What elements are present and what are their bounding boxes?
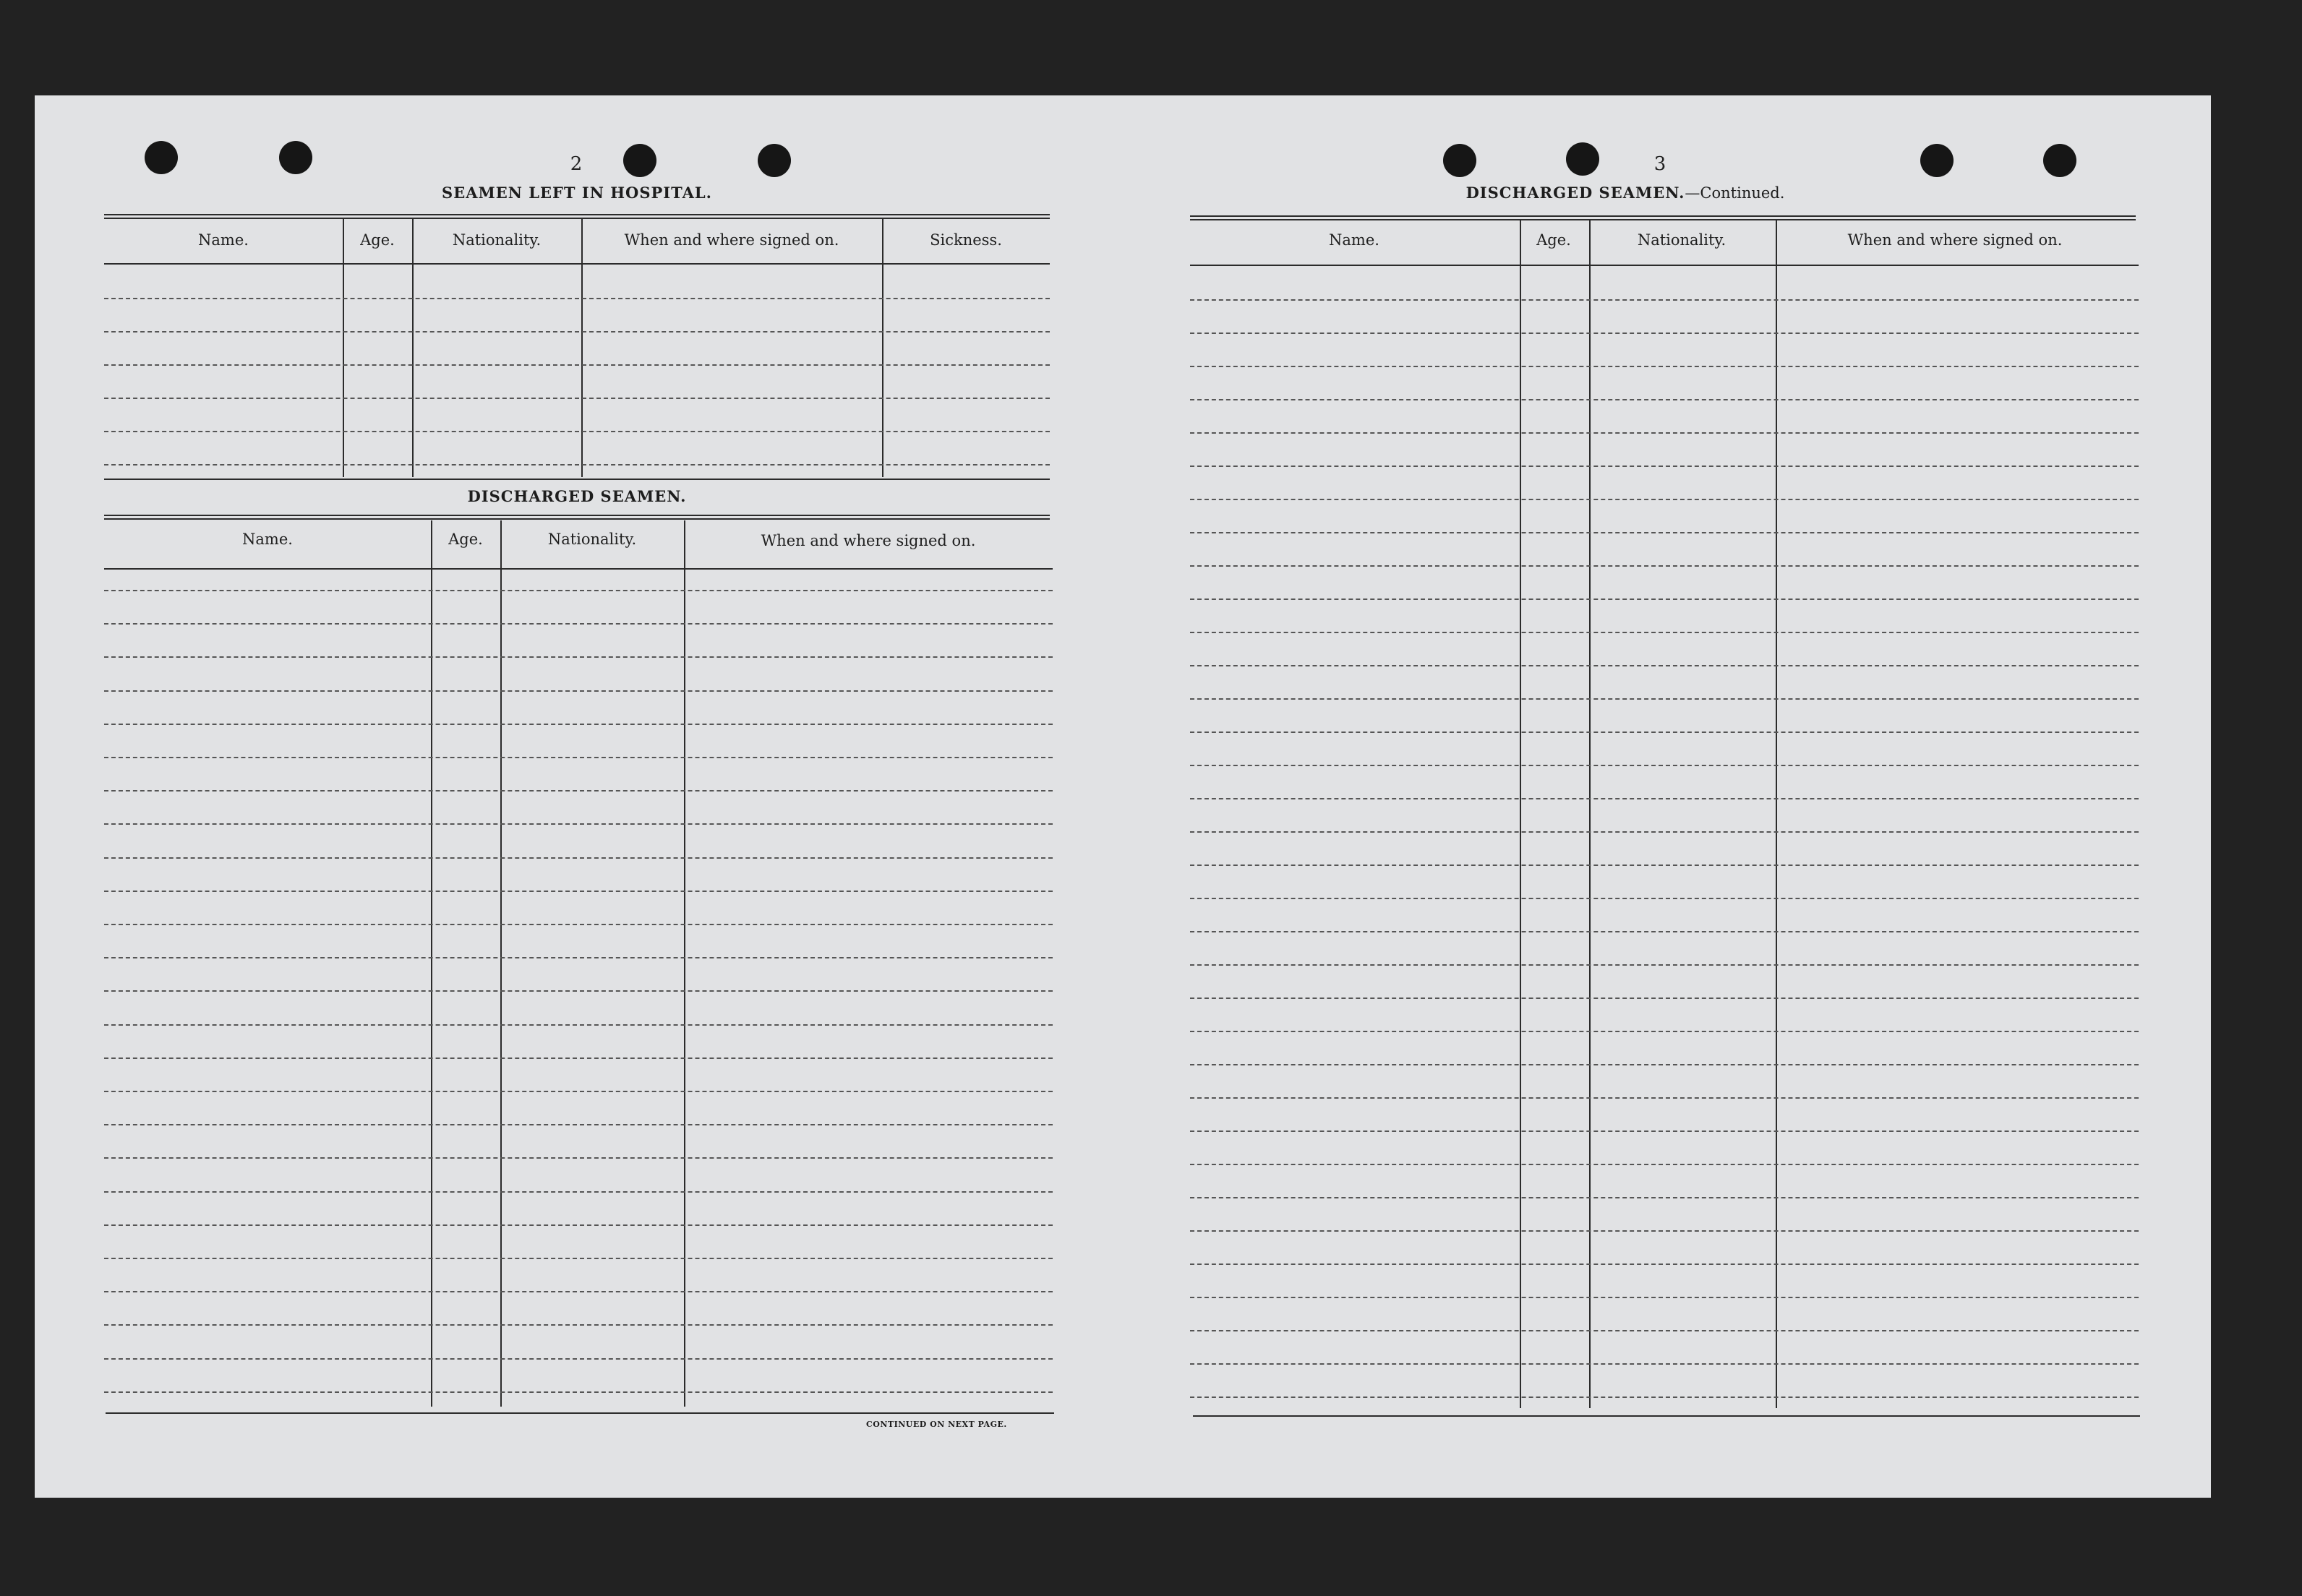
hospital-col-sickness: Sickness.: [930, 231, 1002, 249]
blank-entry-line: [104, 364, 1050, 366]
blank-entry-line: [1190, 1064, 2139, 1065]
continued-title-suffix: —Continued.: [1685, 184, 1785, 202]
discharged-col-age: Age.: [448, 531, 483, 548]
header-rule: [104, 263, 1050, 265]
hospital-top-rule: [104, 214, 1050, 219]
blank-entry-line: [104, 1391, 1053, 1393]
blank-entry-line: [1190, 1164, 2139, 1165]
blank-entry-line: [104, 1124, 1053, 1125]
blank-entry-line: [104, 924, 1053, 925]
discharged-section-title: DISCHARGED SEAMEN.: [467, 487, 687, 505]
blank-entry-line: [104, 757, 1053, 758]
blank-entry-line: [104, 790, 1053, 791]
blank-entry-line: [104, 724, 1053, 725]
column-divider: [581, 218, 583, 477]
hospital-section-title: SEAMEN LEFT IN HOSPITAL.: [442, 184, 712, 202]
blank-entry-line: [1190, 1197, 2139, 1198]
punch-hole: [145, 141, 178, 174]
blank-entry-line: [1190, 931, 2139, 932]
discharged-col-signed-on: When and where signed on.: [761, 532, 976, 549]
column-divider: [684, 520, 685, 1407]
column-divider: [431, 520, 432, 1407]
blank-entry-line: [1190, 831, 2139, 833]
blank-entry-line: [1190, 864, 2139, 866]
discharged-top-rule: [104, 515, 1050, 520]
blank-entry-line: [1190, 466, 2139, 467]
hospital-col-signed-on: When and where signed on.: [624, 231, 839, 249]
blank-entry-line: [104, 298, 1050, 299]
blank-entry-line: [104, 891, 1053, 892]
continued-section-title: [1445, 184, 1806, 202]
blank-entry-line: [1190, 1130, 2139, 1132]
hospital-col-nationality: Nationality.: [452, 231, 542, 249]
blank-entry-line: [1190, 332, 2139, 334]
discharged-bottom-rule: [106, 1412, 1054, 1414]
blank-entry-line: [104, 1157, 1053, 1159]
blank-entry-line: [1190, 1330, 2139, 1331]
hospital-bottom-rule: [104, 479, 1050, 480]
continued-note: CONTINUED ON NEXT PAGE.: [866, 1420, 1007, 1429]
blank-entry-line: [1190, 998, 2139, 999]
hospital-col-age: Age.: [360, 231, 395, 249]
blank-entry-line: [1190, 532, 2139, 533]
blank-entry-line: [104, 464, 1050, 466]
blank-entry-line: [1190, 598, 2139, 600]
punch-hole: [758, 144, 791, 177]
header-rule: [1190, 265, 2139, 266]
punch-hole: [279, 141, 312, 174]
blank-entry-line: [104, 690, 1053, 692]
blank-entry-line: [104, 857, 1053, 859]
punch-hole: [2043, 144, 2076, 177]
blank-entry-line: [104, 823, 1053, 825]
continued-bottom-rule: [1193, 1415, 2140, 1417]
blank-entry-line: [1190, 798, 2139, 799]
blank-entry-line: [104, 1258, 1053, 1259]
blank-entry-line: [1190, 898, 2139, 899]
blank-entry-line: [1190, 964, 2139, 966]
page-number-left: 2: [570, 153, 583, 175]
header-rule: [104, 568, 1053, 570]
blank-entry-line: [104, 1057, 1053, 1059]
blank-entry-line: [1190, 1097, 2139, 1099]
blank-entry-line: [1190, 1264, 2139, 1265]
blank-entry-line: [104, 1324, 1053, 1326]
continued-col-age: Age.: [1536, 231, 1571, 249]
column-divider: [500, 520, 502, 1407]
blank-entry-line: [1190, 732, 2139, 733]
punch-hole: [1443, 144, 1476, 177]
blank-entry-line: [1190, 1396, 2139, 1398]
blank-entry-line: [104, 656, 1053, 658]
blank-entry-line: [1190, 1297, 2139, 1298]
blank-entry-line: [104, 1091, 1053, 1092]
blank-entry-line: [1190, 499, 2139, 500]
blank-entry-line: [104, 398, 1050, 399]
discharged-col-nationality: Nationality.: [547, 531, 637, 548]
blank-entry-line: [104, 431, 1050, 432]
punch-hole: [623, 144, 656, 177]
blank-entry-line: [104, 957, 1053, 958]
continued-top-rule: [1190, 215, 2136, 220]
column-divider: [882, 218, 883, 477]
blank-entry-line: [1190, 698, 2139, 700]
blank-entry-line: [104, 623, 1053, 625]
blank-entry-line: [1190, 299, 2139, 301]
blank-entry-line: [1190, 366, 2139, 367]
column-divider: [343, 218, 344, 477]
blank-entry-line: [1190, 1363, 2139, 1365]
punch-hole: [1920, 144, 1954, 177]
continued-col-nationality: Nationality.: [1637, 231, 1726, 249]
blank-entry-line: [1190, 632, 2139, 633]
blank-entry-line: [104, 331, 1050, 332]
column-divider: [412, 218, 414, 477]
blank-entry-line: [104, 1224, 1053, 1226]
blank-entry-line: [104, 990, 1053, 992]
blank-entry-line: [1190, 399, 2139, 400]
ledger-sheet: [35, 95, 2211, 1498]
hospital-col-name: Name.: [198, 231, 249, 249]
blank-entry-line: [104, 1024, 1053, 1026]
blank-entry-line: [1190, 565, 2139, 567]
blank-entry-line: [1190, 665, 2139, 666]
blank-entry-line: [1190, 432, 2139, 434]
discharged-col-name: Name.: [242, 531, 293, 548]
blank-entry-line: [1190, 1031, 2139, 1032]
continued-title-main: DISCHARGED SEAMEN.: [1466, 184, 1685, 202]
blank-entry-line: [104, 590, 1053, 591]
blank-entry-line: [104, 1291, 1053, 1292]
blank-entry-line: [104, 1191, 1053, 1193]
punch-hole: [1566, 142, 1599, 176]
blank-entry-line: [104, 1358, 1053, 1360]
continued-col-signed-on: When and where signed on.: [1847, 231, 2063, 249]
blank-entry-line: [1190, 1230, 2139, 1232]
continued-col-name: Name.: [1329, 231, 1379, 249]
page-number-right: 3: [1653, 153, 1666, 175]
blank-entry-line: [1190, 765, 2139, 766]
